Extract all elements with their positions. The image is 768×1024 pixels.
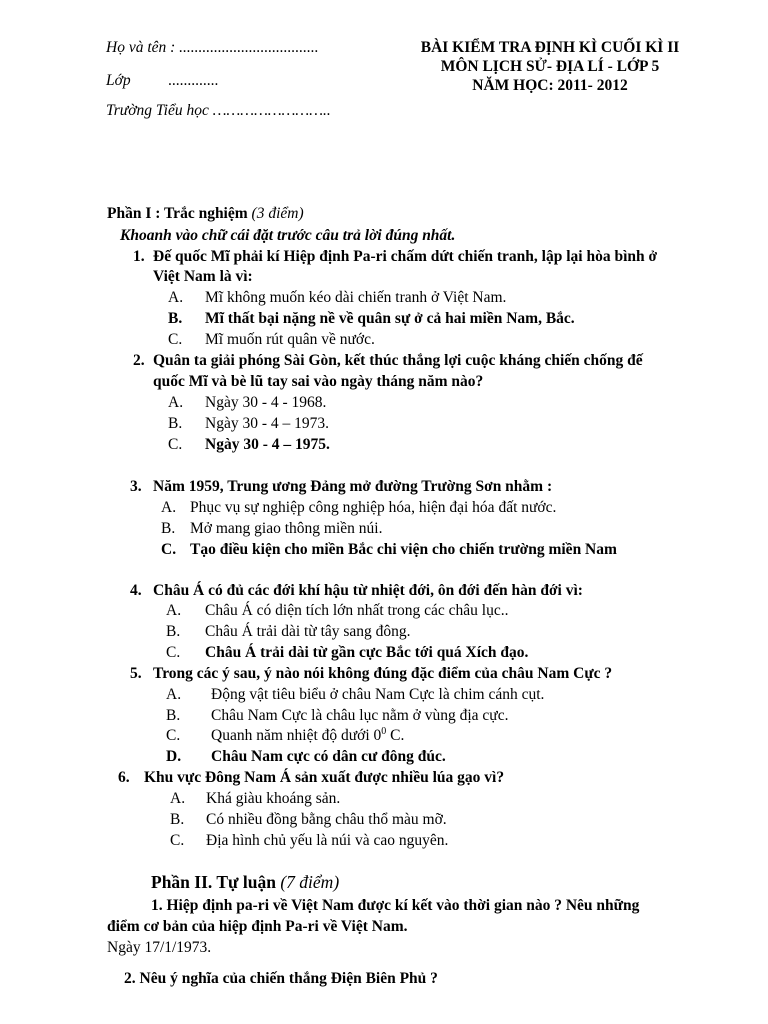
q4-option-b-letter: B. (166, 623, 181, 640)
q5-option-d: Châu Nam cực có dân cư đông đúc. (211, 748, 446, 765)
part2-q1-answer: Ngày 17/1/1973. (107, 939, 212, 956)
q2-option-a-letter: A. (168, 394, 184, 411)
q5-option-d-letter: D. (166, 748, 182, 765)
q1-text-line1: Đế quốc Mĩ phải kí Hiệp định Pa-ri chấm dứt chiến tranh, lập lại hòa bình ở (153, 248, 658, 265)
q2-text-line1: Quân ta giải phóng Sài Gòn, kết thúc thắng lợi cuộc kháng chiến chống đế (153, 352, 643, 369)
q2-option-c: Ngày 30 - 4 – 1975. (205, 436, 330, 453)
q3-option-c: Tạo điều kiện cho miền Bắc chi viện cho chiến trường miền Nam (190, 541, 617, 558)
q1-option-c-letter: C. (168, 331, 183, 348)
q4-number: 4. (130, 582, 142, 599)
q2-option-b: Ngày 30 - 4 – 1973. (205, 415, 329, 432)
q1-option-b-letter: B. (168, 310, 183, 327)
q5-option-a-letter: A. (166, 686, 182, 703)
q3-option-a-letter: A. (161, 499, 177, 516)
q4-text-line1: Châu Á có đủ các đới khí hậu từ nhiệt đới, ôn đới đến hàn đới vì: (153, 582, 583, 599)
q4-option-b: Châu Á trải dài từ tây sang đông. (205, 623, 411, 640)
q1-text-line2: Việt Nam là vì: (153, 268, 253, 285)
q1-option-b: Mĩ thất bại nặng nề về quân sự ở cả hai miền Nam, Bắc. (205, 310, 575, 327)
q2-option-b-letter: B. (168, 415, 183, 432)
exam-subject: MÔN LỊCH SỬ- ĐỊA LÍ - LỚP 5 (440, 58, 660, 75)
q5-number: 5. (130, 665, 142, 682)
part2-heading-points: (7 điểm) (280, 872, 340, 892)
q6-option-b: Có nhiều đồng bằng châu thổ màu mỡ. (206, 811, 447, 828)
q5-option-b-letter: B. (166, 707, 181, 724)
class-field-label: Lớp (106, 72, 131, 89)
part1-heading (107, 205, 304, 223)
q1-option-a-letter: A. (168, 289, 184, 306)
q3-option-b-letter: B. (161, 520, 176, 537)
q4-option-a: Châu Á có diện tích lớn nhất trong các châu lục.. (205, 602, 509, 619)
q6-option-c: Địa hình chủ yếu là núi và cao nguyên. (206, 832, 449, 849)
exam-year: NĂM HỌC: 2011- 2012 (472, 77, 628, 94)
q5-option-b: Châu Nam Cực là châu lục nằm ở vùng địa cực. (211, 707, 509, 724)
q2-text-line2: quốc Mĩ và bè lũ tay sai vào ngày tháng năm nào? (153, 373, 484, 390)
q2-option-a: Ngày 30 - 4 - 1968. (205, 394, 327, 411)
q6-option-c-letter: C. (170, 832, 185, 849)
q3-number: 3. (130, 478, 142, 495)
school-field-label: Trường Tiểu học …………………….. (106, 102, 331, 119)
q5-option-c-unit: C. (386, 727, 405, 744)
q6-option-a: Khá giàu khoáng sản. (206, 790, 341, 807)
q3-text-line1: Năm 1959, Trung ương Đảng mở đường Trường Sơn nhằm : (153, 478, 553, 495)
name-field-label: Họ và tên : .................................... (106, 39, 319, 56)
q5-option-c-superscript: 0 (381, 725, 387, 737)
part1-heading-text: Phần I : Trắc nghiệm (107, 205, 252, 222)
q5-option-a: Động vật tiêu biểu ở châu Nam Cực là chim cánh cụt. (211, 686, 545, 703)
q5-option-c-text: Quanh năm nhiệt độ dưới 0 (211, 727, 382, 744)
q1-option-c: Mĩ muốn rút quân về nước. (205, 331, 375, 348)
q1-number: 1. (133, 248, 145, 265)
q4-option-c-letter: C. (166, 644, 181, 661)
q4-option-a-letter: A. (166, 602, 182, 619)
q2-number: 2. (133, 352, 145, 369)
q5-text-line1: Trong các ý sau, ý nào nói không đúng đặc điểm của châu Nam Cực ? (153, 665, 613, 682)
q2-option-c-letter: C. (168, 436, 183, 453)
exam-title: BÀI KIỂM TRA ĐỊNH KÌ CUỐI KÌ II (420, 39, 680, 56)
q6-option-b-letter: B. (170, 811, 185, 828)
q1-option-a: Mĩ không muốn kéo dài chiến tranh ở Việt Nam. (205, 289, 507, 306)
q6-number: 6. (118, 769, 130, 786)
q3-option-a: Phục vụ sự nghiệp công nghiệp hóa, hiện đại hóa đất nước. (190, 499, 557, 516)
part1-heading-points: (3 điểm) (251, 205, 304, 222)
class-field-dots: ............. (168, 72, 219, 89)
part2-q2: 2. Nêu ý nghĩa của chiến thắng Điện Biên Phủ ? (124, 970, 438, 987)
q6-text-line1: Khu vực Đông Nam Á sản xuất được nhiều lúa gạo vì? (144, 769, 505, 786)
part2-heading-text: Phần II. Tự luận (151, 872, 281, 892)
q3-option-c-letter: C. (161, 541, 177, 558)
q3-option-b: Mở mang giao thông miền núi. (190, 520, 383, 537)
q5-option-c-letter: C. (166, 727, 181, 744)
part2-heading (151, 872, 339, 893)
part2-q1-line2: điểm cơ bản của hiệp định Pa-ri về Việt Nam. (107, 918, 408, 935)
part2-q1-line1: 1. Hiệp định pa-ri về Việt Nam được kí kết vào thời gian nào ? Nêu những (151, 897, 640, 914)
part1-instruction: Khoanh vào chữ cái đặt trước câu trả lời đúng nhất. (120, 227, 456, 244)
q6-option-a-letter: A. (170, 790, 186, 807)
q4-option-c: Châu Á trải dài từ gần cực Bắc tới quá Xích đạo. (205, 644, 529, 661)
q5-option-c (211, 727, 404, 745)
